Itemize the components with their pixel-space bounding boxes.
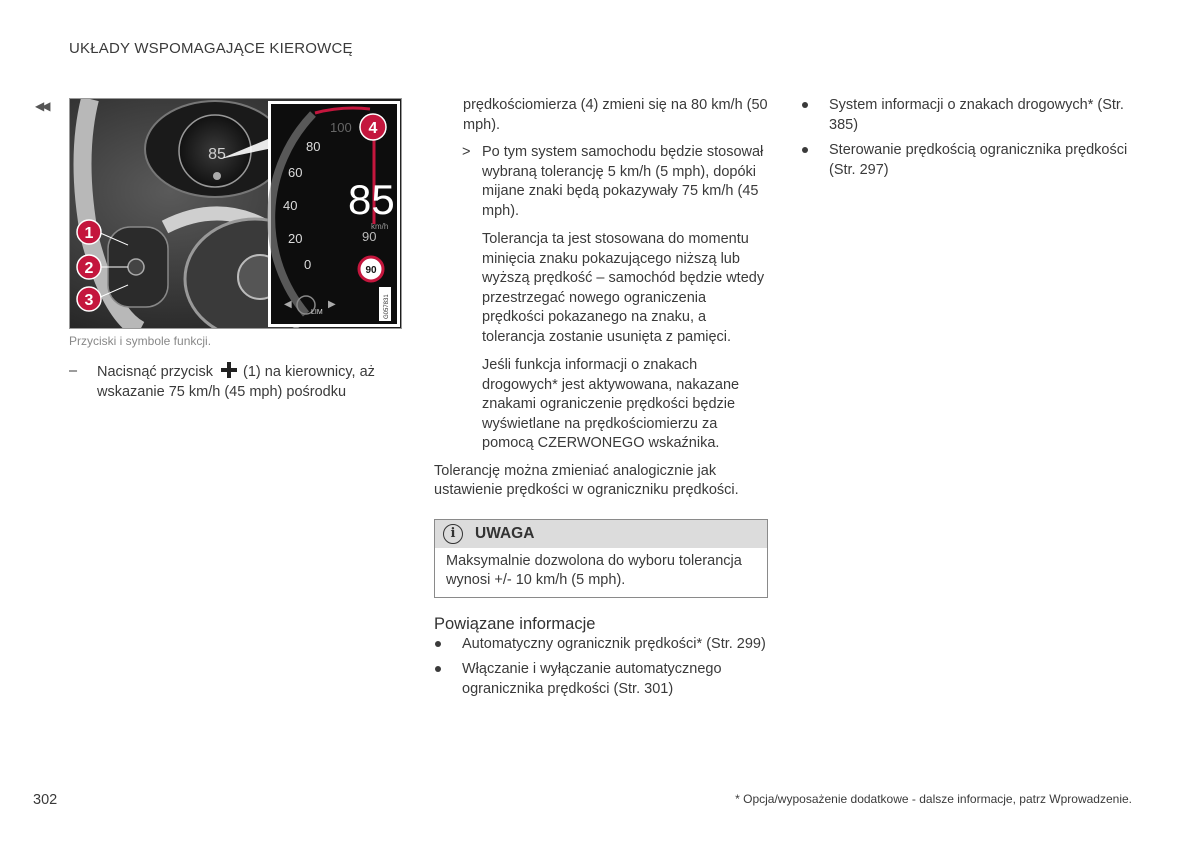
related-link-item[interactable] bbox=[801, 96, 1131, 135]
step-text-before: Nacisnąć przycisk bbox=[97, 364, 214, 380]
svg-text:1: 1 bbox=[84, 225, 94, 242]
column-middle bbox=[434, 96, 768, 699]
related-link-item[interactable] bbox=[434, 660, 768, 699]
limit-readout: 90 bbox=[362, 229, 377, 244]
related-link-text[interactable]: Włączanie i wyłączanie automatycznego ogranicznika prędkości (Str. 301) bbox=[462, 661, 722, 697]
page-header-title: UKŁADY WSPOMAGAJĄCE KIEROWCĘ bbox=[69, 40, 353, 57]
result-item bbox=[434, 143, 768, 221]
svg-text:◀: ◀ bbox=[284, 299, 292, 310]
speed-readout: 85 bbox=[348, 176, 395, 223]
scale-label-80: 80 bbox=[306, 139, 321, 154]
page-number: 302 bbox=[33, 792, 58, 808]
figure-caption: Przyciski i symbole funkcji. bbox=[69, 334, 212, 348]
step-dash: – bbox=[69, 363, 78, 379]
steering-wheel-figure bbox=[69, 98, 402, 329]
scale-label-100: 100 bbox=[330, 120, 352, 135]
image-code: G057831 bbox=[384, 294, 390, 319]
related-link-item[interactable] bbox=[434, 635, 768, 655]
plus-icon bbox=[221, 362, 237, 378]
callout-3 bbox=[77, 287, 101, 311]
note-title: UWAGA bbox=[475, 524, 535, 542]
related-link-text[interactable]: Sterowanie prędkością ogranicznika prędkości (Str. 297) bbox=[829, 142, 1128, 178]
tolerance-paragraph: Tolerancja ta jest stosowana do momentu minięcia znaku pokazującego niższą lub wyższą prędkość – samochód będzie wtedy przestrzegać nowego ograniczenia prędkości pokazanego na znaku, a tolerancja zostanie usunięta z pamięci. bbox=[482, 231, 765, 345]
tolerance-change-paragraph: Tolerancję można zmieniać analogicznie jak ustawienie prędkości w ograniczniku prędkości. bbox=[434, 462, 739, 498]
related-link-text[interactable]: Automatyczny ogranicznik prędkości* (Str. 299) bbox=[462, 635, 766, 652]
svg-text:2: 2 bbox=[84, 260, 94, 277]
svg-text:▶: ▶ bbox=[328, 299, 336, 310]
callout-1 bbox=[77, 220, 101, 244]
note-body: Maksymalnie dozwolona do wyboru tolerancja wynosi +/- 10 km/h (5 mph). bbox=[446, 552, 742, 588]
sign-info-paragraph: Jeśli funkcja informacji o znakach drogowych* jest aktywowana, nakazane znakami ograniczenie prędkości będzie wyświetlane na prędkościomierzu za pomocą CZERWONEGO wskaźnika. bbox=[482, 357, 740, 451]
bullet-icon bbox=[435, 641, 441, 647]
result-text: Po tym system samochodu będzie stosował wybraną tolerancję 5 km/h (5 mph), dopóki mijane znaki będą pokazywały 75 km/h (45 mph). bbox=[482, 144, 764, 219]
speed-unit: km/h bbox=[371, 222, 389, 231]
scale-label-60: 60 bbox=[288, 165, 303, 180]
scale-label-40: 40 bbox=[283, 198, 298, 213]
related-info-title: Powiązane informacje bbox=[434, 614, 596, 633]
note-header bbox=[435, 520, 767, 548]
lim-label: LIM bbox=[311, 309, 323, 316]
svg-text:90: 90 bbox=[365, 265, 377, 276]
bullet-icon bbox=[802, 147, 808, 153]
cluster-speed-small: 85 bbox=[208, 146, 226, 163]
bullet-icon bbox=[802, 102, 808, 108]
info-icon: i bbox=[443, 524, 463, 544]
instruction-step bbox=[69, 362, 399, 402]
note-box bbox=[434, 519, 768, 598]
result-marker: > bbox=[462, 144, 471, 160]
back-nav-icon[interactable]: ◀◀ bbox=[35, 99, 48, 113]
scale-label-20: 20 bbox=[288, 231, 303, 246]
speed-limit-sign bbox=[359, 257, 383, 281]
step-text-after: (1) na kierownicy, aż wskazanie 75 km/h (45 mph) pośrodku bbox=[97, 364, 375, 400]
related-link-item[interactable] bbox=[801, 141, 1131, 180]
svg-text:4: 4 bbox=[368, 120, 378, 137]
continued-text: prędkościomierza (4) zmieni się na 80 km/h (50 mph). bbox=[463, 97, 768, 133]
callout-4 bbox=[360, 114, 386, 140]
column-right bbox=[801, 96, 1131, 180]
scale-label-0: 0 bbox=[304, 257, 312, 272]
related-link-text[interactable]: System informacji o znakach drogowych* (Str. 385) bbox=[829, 97, 1124, 133]
footnote: * Opcja/wyposażenie dodatkowe - dalsze informacje, patrz Wprowadzenie. bbox=[735, 792, 1132, 806]
svg-text:3: 3 bbox=[84, 292, 94, 309]
callout-2 bbox=[77, 255, 101, 279]
bullet-icon bbox=[435, 666, 441, 672]
